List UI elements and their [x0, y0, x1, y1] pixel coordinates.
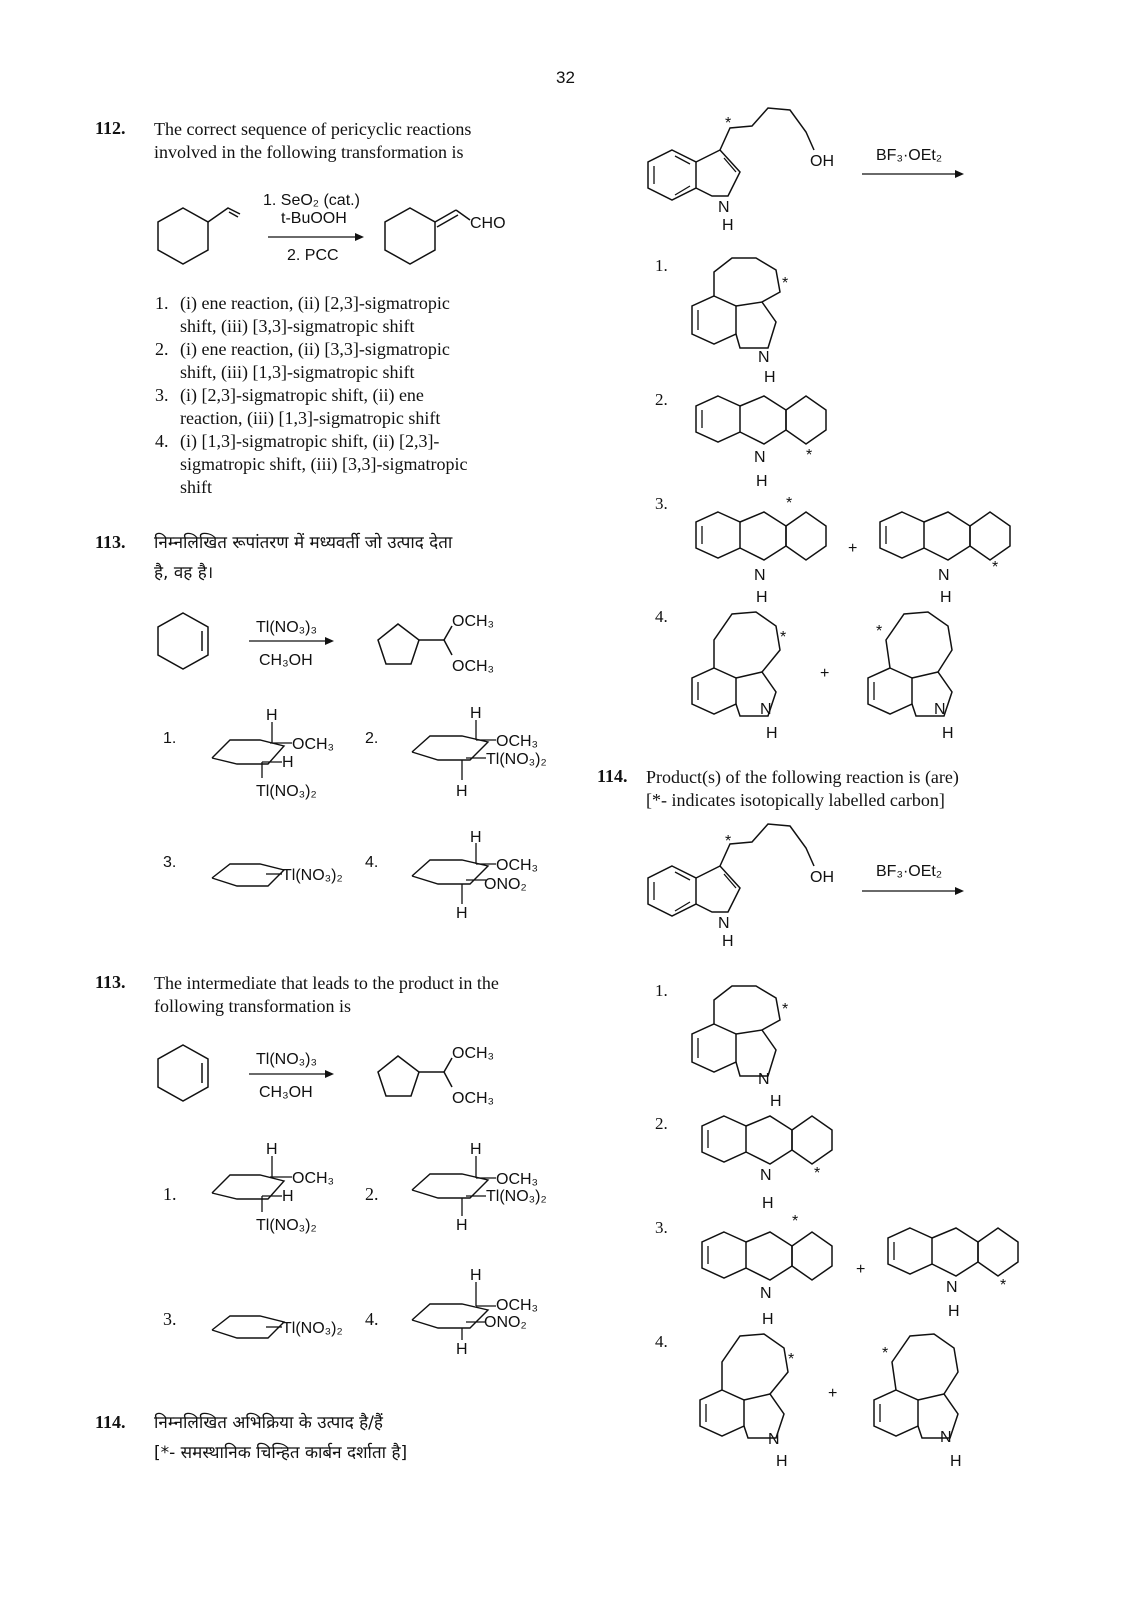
n-label: N — [768, 1431, 780, 1448]
h-label: H — [940, 589, 952, 606]
h-label: H — [470, 1267, 482, 1284]
q112-product-cho: CHO — [470, 215, 506, 232]
question-112-line2: involved in the following transformation is — [154, 142, 464, 162]
opt-num: 1. — [163, 1184, 177, 1204]
h-label: H — [776, 1453, 788, 1470]
question-113-en-line1: The intermediate that leads to the product in the — [154, 973, 499, 993]
reagent-bf3: BF₃·OEt₂ — [876, 147, 943, 164]
star-label: * — [786, 495, 793, 512]
star-label: * — [725, 115, 732, 132]
och3-label: OCH₃ — [452, 613, 495, 630]
h-label: H — [456, 783, 468, 800]
option-line: shift — [180, 477, 213, 497]
question-114-en-number: 114. — [597, 766, 628, 786]
opt-num: 4. — [655, 1332, 668, 1351]
star-label: * — [725, 833, 732, 850]
option-number: 2. — [155, 339, 169, 359]
plus-sign: + — [856, 1261, 866, 1278]
question-114-hi-line1: निम्नलिखित अभिक्रिया के उत्पाद है/हैं — [154, 1413, 383, 1433]
opt-num: 2. — [365, 730, 379, 747]
question-113-hi-number: 113. — [95, 532, 126, 552]
plus-sign: + — [820, 665, 830, 682]
n-label: N — [718, 199, 730, 216]
opt-num: 2. — [655, 390, 668, 409]
opt-num: 3. — [163, 1309, 177, 1329]
h-label: H — [282, 1188, 294, 1205]
option-line: (i) ene reaction, (ii) [3,3]-sigmatropic — [180, 339, 450, 359]
h-label: H — [470, 829, 482, 846]
option-number: 3. — [155, 385, 169, 405]
h-label: H — [762, 1311, 774, 1328]
opt-num: 3. — [163, 854, 177, 871]
n-label: N — [760, 1167, 772, 1184]
n-label: N — [934, 701, 946, 718]
opt-num: 1. — [655, 256, 668, 275]
question-113-en-number: 113. — [95, 972, 126, 992]
star-label: * — [992, 559, 999, 576]
n-label: N — [754, 567, 766, 584]
question-114-en-line1: Product(s) of the following reaction is (are) — [646, 767, 959, 787]
star-label: * — [788, 1351, 795, 1368]
h-label: H — [950, 1453, 962, 1470]
oh-label: OH — [810, 153, 834, 170]
h-label: H — [756, 473, 768, 490]
opt-num: 1. — [655, 981, 668, 1000]
n-label: N — [754, 449, 766, 466]
opt-num: 4. — [365, 1309, 379, 1329]
question-114-hi-number: 114. — [95, 1412, 126, 1432]
star-label: * — [782, 275, 789, 292]
opt-num: 3. — [655, 1218, 668, 1237]
n-label: N — [940, 1429, 952, 1446]
q112-reagent-3: 2. PCC — [287, 247, 339, 264]
och3-label: OCH₃ — [452, 1090, 495, 1107]
option-number: 4. — [155, 431, 169, 451]
h-label: H — [456, 1341, 468, 1358]
h-label: H — [942, 725, 954, 742]
och3-label: OCH₃ — [496, 857, 539, 874]
option-line: (i) ene reaction, (ii) [2,3]-sigmatropic — [180, 293, 450, 313]
h-label: H — [770, 1093, 782, 1110]
tl-label: Tl(NO₃)₂ — [282, 867, 343, 884]
n-label: N — [758, 349, 770, 366]
tl-label: Tl(NO₃)₂ — [256, 783, 317, 800]
opt-num: 4. — [365, 854, 379, 871]
star-label: * — [876, 623, 883, 640]
question-113-hi-line1: निम्नलिखित रूपांतरण में मध्यवर्ती जो उत्पाद देता — [154, 533, 453, 553]
option-line: (i) [1,3]-sigmatropic shift, (ii) [2,3]- — [180, 431, 440, 451]
tl-label: Tl(NO₃)₂ — [282, 1320, 343, 1337]
plus-sign: + — [848, 540, 858, 557]
q112-reagent-1: 1. SeO₂ (cat.) — [263, 192, 360, 209]
star-label: * — [814, 1165, 821, 1182]
ono2-label: ONO₂ — [484, 876, 527, 893]
star-label: * — [782, 1001, 789, 1018]
opt-num: 4. — [655, 607, 668, 626]
page-number: 32 — [556, 68, 575, 87]
reagent-ch3oh: CH₃OH — [259, 1084, 313, 1101]
star-label: * — [1000, 1277, 1007, 1294]
reagent-tl: Tl(NO₃)₃ — [256, 1051, 318, 1068]
option-line: reaction, (iii) [1,3]-sigmatropic shift — [180, 408, 441, 428]
h-label: H — [722, 933, 734, 950]
star-label: * — [806, 447, 813, 464]
star-label: * — [780, 629, 787, 646]
h-label: H — [948, 1303, 960, 1320]
h-label: H — [282, 754, 294, 771]
oh-label: OH — [810, 869, 834, 886]
n-label: N — [718, 915, 730, 932]
question-114-hi-line2: [*- समस्थानिक चिन्हित कार्बन दर्शाता है] — [154, 1443, 408, 1463]
h-label: H — [456, 905, 468, 922]
question-112-line1: The correct sequence of pericyclic reactions — [154, 119, 472, 139]
och3-label: OCH₃ — [496, 1297, 539, 1314]
h-label: H — [722, 217, 734, 234]
h-label: H — [470, 705, 482, 722]
opt-num: 2. — [365, 1184, 379, 1204]
question-112-number: 112. — [95, 118, 126, 138]
question-113-hi-line2: है, वह है। — [154, 563, 214, 583]
tl-label: Tl(NO₃)₂ — [256, 1217, 317, 1234]
och3-label: OCH₃ — [292, 1170, 335, 1187]
tl-label: Tl(NO₃)₂ — [486, 751, 547, 768]
option-number: 1. — [155, 293, 169, 313]
reagent-tl: Tl(NO₃)₃ — [256, 619, 318, 636]
h-label: H — [762, 1195, 774, 1212]
question-114-en-line2: [*- indicates isotopically labelled carbon] — [646, 790, 945, 810]
reagent-ch3oh: CH₃OH — [259, 652, 313, 669]
h-label: H — [766, 725, 778, 742]
opt-num: 3. — [655, 494, 668, 513]
n-label: N — [760, 701, 772, 718]
n-label: N — [946, 1279, 958, 1296]
question-113-en-line2: following transformation is — [154, 996, 351, 1016]
tl-label: Tl(NO₃)₂ — [486, 1188, 547, 1205]
h-label: H — [456, 1217, 468, 1234]
reagent-bf3: BF₃·OEt₂ — [876, 863, 943, 880]
n-label: N — [758, 1071, 770, 1088]
ono2-label: ONO₂ — [484, 1314, 527, 1331]
n-label: N — [938, 567, 950, 584]
option-line: (i) [2,3]-sigmatropic shift, (ii) ene — [180, 385, 424, 405]
h-label: H — [756, 589, 768, 606]
och3-label: OCH₃ — [452, 658, 495, 675]
h-label: H — [764, 369, 776, 386]
och3-label: OCH₃ — [292, 736, 335, 753]
option-line: shift, (iii) [3,3]-sigmatropic shift — [180, 316, 415, 336]
h-label: H — [266, 707, 278, 724]
och3-label: OCH₃ — [496, 1171, 539, 1188]
plus-sign: + — [828, 1385, 838, 1402]
h-label: H — [266, 1141, 278, 1158]
star-label: * — [882, 1345, 889, 1362]
opt-num: 1. — [163, 730, 177, 747]
option-line: sigmatropic shift, (iii) [3,3]-sigmatropic — [180, 454, 468, 474]
opt-num: 2. — [655, 1114, 668, 1133]
och3-label: OCH₃ — [452, 1045, 495, 1062]
option-line: shift, (iii) [1,3]-sigmatropic shift — [180, 362, 415, 382]
star-label: * — [792, 1213, 799, 1230]
n-label: N — [760, 1285, 772, 1302]
q112-reagent-2: t-BuOOH — [281, 210, 347, 227]
och3-label: OCH₃ — [496, 733, 539, 750]
h-label: H — [470, 1141, 482, 1158]
